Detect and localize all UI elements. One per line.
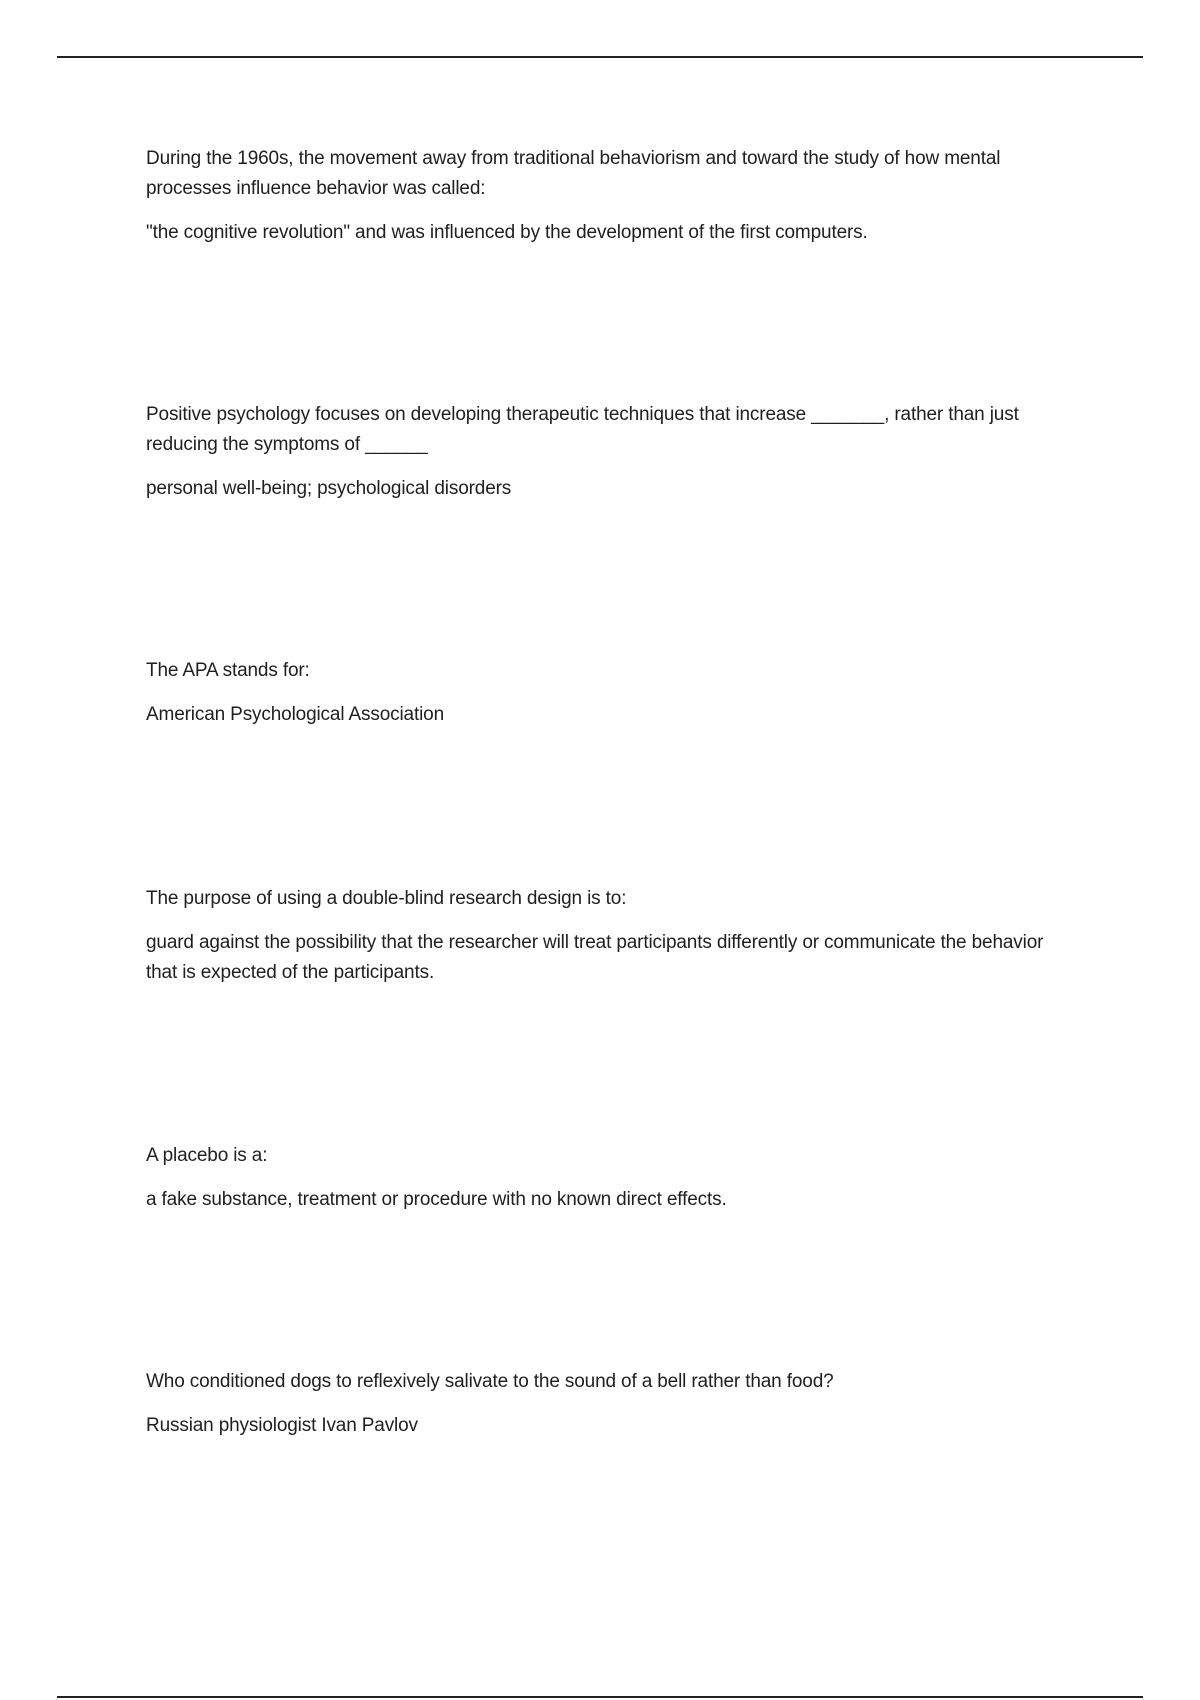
qa-item: [146, 1141, 1076, 1215]
qa-item: [146, 1367, 1076, 1441]
question-text: The APA stands for:: [146, 660, 310, 681]
qa-item: [146, 656, 1076, 730]
question-text: During the 1960s, the movement away from traditional behaviorism and toward the study of how mental processes influence behavior was called:: [146, 148, 1001, 199]
question-text: The purpose of using a double-blind research design is to:: [146, 888, 627, 909]
answer-text: "the cognitive revolution" and was influenced by the development of the first computers.: [146, 222, 868, 243]
question-text: A placebo is a:: [146, 1145, 268, 1166]
answer-text: Russian physiologist Ivan Pavlov: [146, 1415, 418, 1436]
answer-text: a fake substance, treatment or procedure with no known direct effects.: [146, 1189, 727, 1210]
answer-text: guard against the possibility that the researcher will treat participants differently or communicate the behavior that is expected of the participants.: [146, 932, 1044, 983]
qa-item: [146, 400, 1076, 504]
answer-text: American Psychological Association: [146, 704, 444, 725]
question-text: Who conditioned dogs to reflexively salivate to the sound of a bell rather than food?: [146, 1371, 834, 1392]
qa-item: [146, 884, 1076, 988]
top-divider: [57, 56, 1143, 58]
question-text: Positive psychology focuses on developing therapeutic techniques that increase _______, rather than just reducing the symptoms of ______: [146, 404, 1019, 455]
answer-text: personal well-being; psychological disorders: [146, 478, 512, 499]
qa-item: [146, 144, 1076, 248]
bottom-divider: [57, 1696, 1143, 1698]
